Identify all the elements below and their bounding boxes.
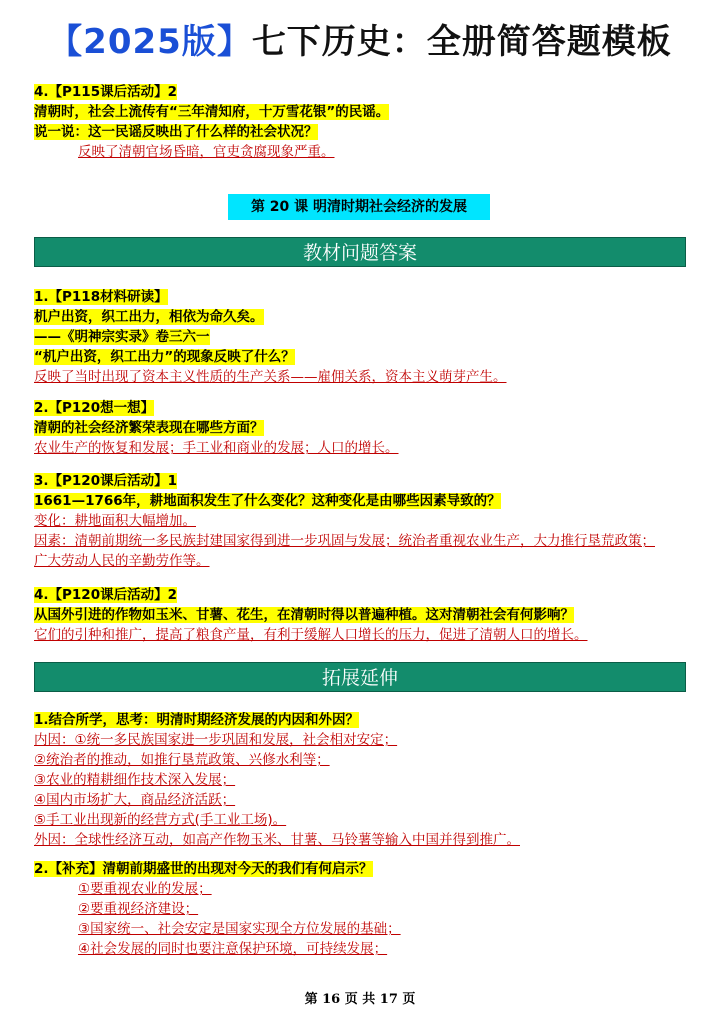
answer-line: 广大劳动人民的辛勤劳作等。 [34, 553, 210, 569]
answer-line: 因素：清朝前期统一多民族封建国家得到进一步巩固与发展；统治者重视农业生产，大力推行垦荒政策； [34, 533, 655, 549]
qa-extension-2 [34, 859, 694, 959]
qa-p120-think [34, 398, 694, 458]
title-text: 七下历史：全册简答题模板 [251, 22, 672, 62]
answer-line: ②要重视经济建设； [78, 901, 199, 917]
question-tag: 2.【P120想一想】 [34, 400, 155, 416]
title-version: 2025版 [83, 22, 217, 62]
page-footer: 第 16 页 共 17 页 [304, 992, 416, 1007]
question-tag: 4.【P115课后活动】2 [34, 84, 177, 100]
question-tag: 4.【P120课后活动】2 [34, 587, 177, 603]
question-line: 1.结合所学，思考：明清时期经济发展的内因和外因？ [34, 712, 360, 728]
answer-line: ③国家统一、社会安定是国家实现全方位发展的基础； [78, 921, 401, 937]
answer-line: ④国内市场扩大，商品经济活跃； [34, 792, 236, 808]
question-line: 1661—1766年，耕地面积发生了什么变化？这种变化是由哪些因素导致的？ [34, 493, 501, 509]
answer-line: 它们的引种和推广，提高了粮食产量，有利于缓解人口增长的压力，促进了清朝人口的增长。 [34, 627, 588, 643]
question-line: 从国外引进的作物如玉米、甘薯、花生，在清朝时得以普遍种植。这对清朝社会有何影响？ [34, 607, 574, 623]
question-line: ——《明神宗实录》卷三六一 [34, 329, 210, 345]
answer-line: 反映了清朝官场昏暗，官吏贪腐现象严重。 [78, 144, 335, 160]
answer-line: ⑤手工业出现新的经营方式(手工业工场)。 [34, 812, 287, 828]
question-line: “机户出资，织工出力”的现象反映了什么？ [34, 349, 295, 365]
lesson-title: 第 20 课 明清时期社会经济的发展 [228, 194, 490, 220]
answer-line: ②统治者的推动，如推行垦荒政策、兴修水利等； [34, 752, 330, 768]
answer-line: ①要重视农业的发展； [78, 881, 212, 897]
answer-line: 反映了当时出现了资本主义性质的生产关系——雇佣关系，资本主义萌芽产生。 [34, 369, 507, 385]
title-bracket-open: 【 [48, 22, 84, 62]
qa-p120-activity1 [34, 471, 694, 571]
answer-line: ④社会发展的同时也要注意保护环境，可持续发展； [78, 941, 388, 957]
answer-line: 农业生产的恢复和发展；手工业和商业的发展；人口的增长。 [34, 440, 399, 456]
answer-line: 外因：全球性经济互动，如高产作物玉米、甘薯、马铃薯等输入中国并得到推广。 [34, 832, 520, 848]
answer-line: 变化：耕地面积大幅增加。 [34, 513, 196, 529]
qa-p120-activity2 [34, 585, 694, 645]
section-header-extension: 拓展延伸 [34, 662, 686, 692]
question-tag: 1.【P118材料研读】 [34, 289, 168, 305]
page-title [0, 14, 720, 63]
question-line: 清朝时，社会上流传有“三年清知府，十万雪花银”的民谣。 [34, 104, 390, 120]
section-header-textbook: 教材问题答案 [34, 237, 686, 267]
question-line: 机户出资，织工出力，相依为命久矣。 [34, 309, 264, 325]
question-line: 说一说：这一民谣反映出了什么样的社会状况？ [34, 124, 318, 140]
qa-extension-1 [34, 710, 694, 850]
question-tag: 3.【P120课后活动】1 [34, 473, 177, 489]
answer-line: 内因：①统一多民族国家进一步巩固和发展，社会相对安定； [34, 732, 398, 748]
title-bracket-close: 】 [216, 22, 252, 62]
question-line: 2.【补充】清朝前期盛世的出现对今天的我们有何启示？ [34, 861, 373, 877]
answer-line: ③农业的精耕细作技术深入发展； [34, 772, 236, 788]
question-line: 清朝的社会经济繁荣表现在哪些方面？ [34, 420, 264, 436]
qa-p115 [34, 82, 694, 162]
qa-p118 [34, 287, 694, 387]
